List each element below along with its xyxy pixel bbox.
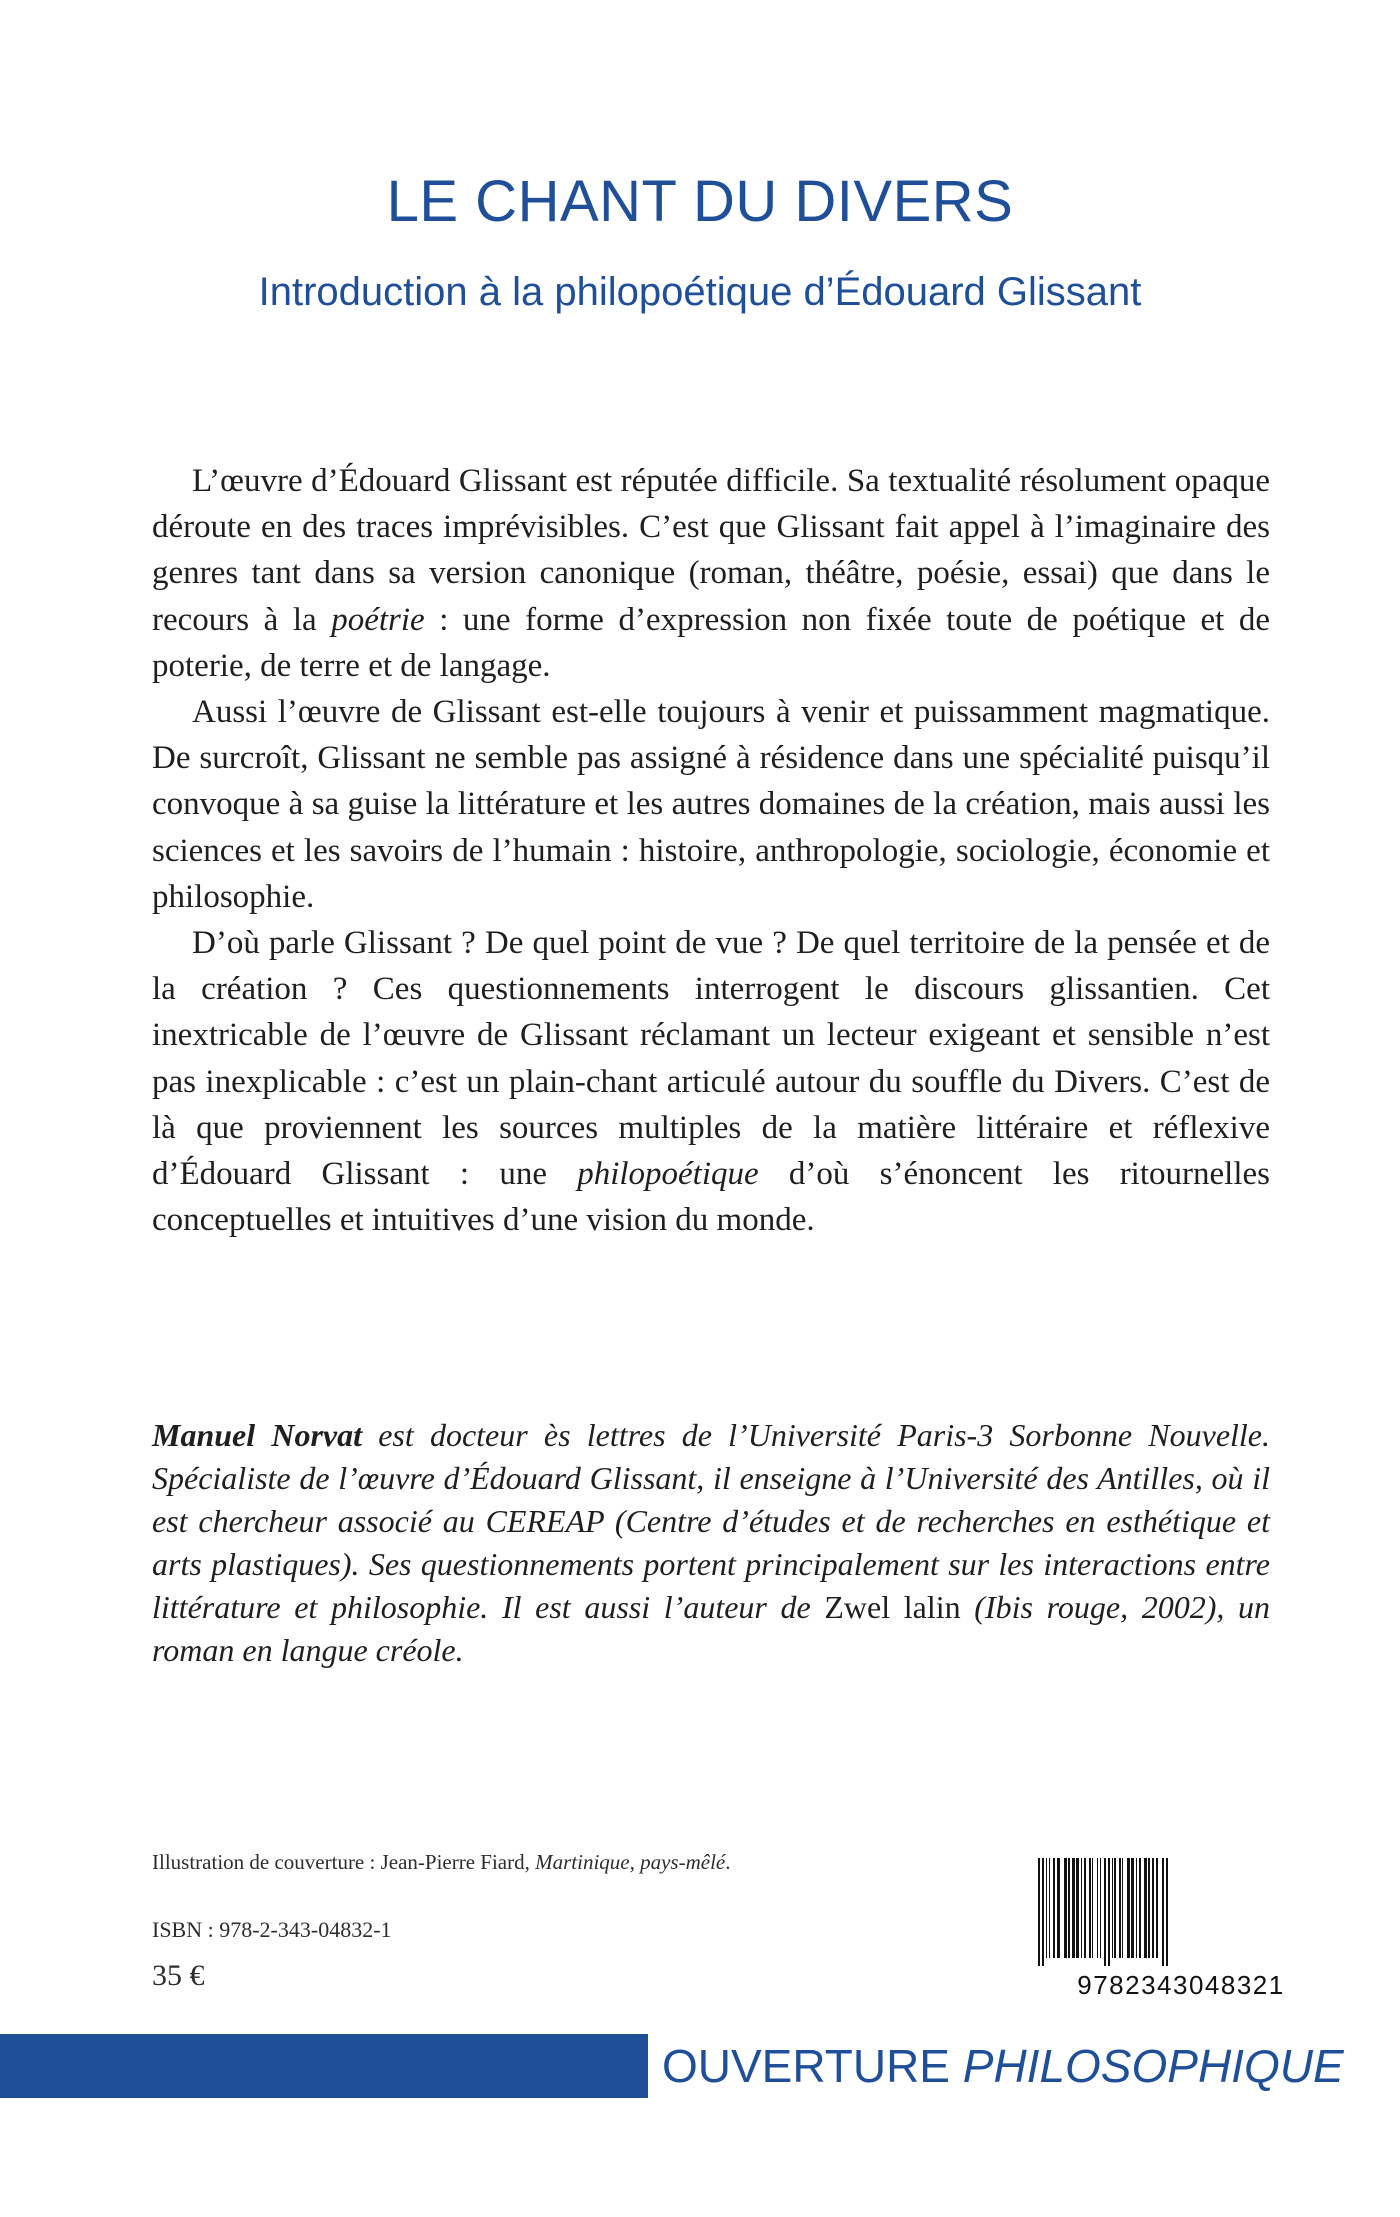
barcode-bar: [1042, 1858, 1044, 1966]
book-title: LE CHANT DU DIVERS: [386, 169, 1014, 234]
illustration-credit-prefix: Illustration de couverture : Jean-Pierre Fiard,: [152, 1850, 536, 1874]
barcode-bar: [1136, 1858, 1137, 1958]
barcode-bars: [1032, 1858, 1330, 1966]
illustration-credit: [152, 1850, 731, 1875]
collection-name-part1: OUVERTURE: [662, 2040, 963, 2092]
barcode-bar: [1148, 1858, 1150, 1958]
author-work-title: Zwel lalin: [824, 1589, 961, 1625]
barcode-bar: [1046, 1858, 1047, 1958]
barcode-bar: [1162, 1858, 1164, 1966]
barcode-bar: [1114, 1858, 1116, 1958]
illustration-credit-suffix: .: [725, 1850, 731, 1874]
collection-name-part2: PHILOSOPHIQUE: [962, 2040, 1344, 2092]
author-bio-part-a: est docteur ès lettres de l’Université Paris-3 Sorbonne Nouvelle. Spécialiste de l’œuvre d’Édouard Glissant, il enseigne à l’Université des Antilles, où il est chercheur associé au CEREAP (Centre d’études et de recherches en esthétique et arts plastiques). Ses questionnements portent principalement sur les interactions entre littérature et philosophie. Il est aussi l’auteur de: [152, 1417, 1271, 1625]
barcode-bar: [1049, 1858, 1050, 1958]
author-bio-paragraph: [152, 1414, 1270, 1672]
barcode-bar: [1156, 1858, 1158, 1958]
barcode-bar: [1089, 1858, 1091, 1958]
barcode-bar: [1104, 1858, 1106, 1966]
barcode-bar: [1072, 1858, 1075, 1958]
barcode-bar: [1084, 1858, 1086, 1958]
barcode-bar: [1081, 1858, 1082, 1958]
summary-paragraph-1: [152, 458, 1270, 689]
illustration-title: Martinique, pays-mêlé: [535, 1850, 726, 1874]
barcode-bar: [1076, 1858, 1079, 1958]
price: 35 €: [152, 1959, 205, 1992]
barcode-bar: [1152, 1858, 1154, 1958]
barcode-bar: [1057, 1858, 1060, 1958]
barcode-bar: [1053, 1858, 1055, 1958]
author-bio: [152, 1414, 1270, 1672]
barcode-bar: [1068, 1858, 1070, 1958]
barcode-bar: [1112, 1858, 1113, 1958]
barcode-bar: [1122, 1858, 1123, 1958]
summary-p3-part-b: d’où s’énoncent les ritournelles conceptuelles et intuitives d’une vision du monde.: [152, 1156, 1270, 1239]
barcode-bar: [1108, 1858, 1110, 1966]
barcode-bar: [1100, 1858, 1101, 1958]
author-name: Manuel Norvat: [152, 1417, 362, 1453]
collection-name: [662, 2039, 1344, 2093]
summary-p1-part-b: : une forme d’expression non fixée toute de poétique et de poterie, de terre et de langage.: [152, 601, 1271, 684]
barcode-digits: 9782343048321: [1077, 1970, 1285, 2000]
barcode-bar: [1038, 1858, 1040, 1966]
summary-p3-part-a: D’où parle Glissant ? De quel point de vue ? De quel territoire de la pensée et de la création ? Ces questionnements interrogent le discours glissantien. Cet inextricable de l’œuvre de Glissant réclamant un lecteur exigeant et sensible n’est pas inexplicable : c’est un plain-chant articulé autour du souffle du Divers. C’est de là que proviennent les sources multiples de la matière littéraire et réflexive d’Édouard Glissant : une: [152, 925, 1270, 1193]
isbn: ISBN : 978-2-343-04832-1: [152, 1917, 392, 1942]
book-subtitle: Introduction à la philopoétique d’Édouard Glissant: [258, 270, 1142, 314]
emphasis-poetrie: poétrie: [331, 601, 425, 638]
emphasis-philopoetique: philopoétique: [577, 1156, 759, 1193]
barcode-bar: [1144, 1858, 1147, 1958]
barcode-bar: [1127, 1858, 1130, 1958]
summary-p1-part-a: L’œuvre d’Édouard Glissant est réputée difficile. Sa textualité résolument opaque déroute en des traces imprévisibles. C’est que Glissant fait appel à l’imaginaire des genres tant dans sa version canonique (roman, théâtre, poésie, essai) que dans le recours à la: [152, 463, 1270, 638]
collection-band: [0, 2034, 648, 2098]
summary-paragraph-3: [152, 920, 1270, 1243]
barcode-bar: [1064, 1858, 1067, 1958]
summary-text: [152, 458, 1270, 1243]
summary-paragraph-2: Aussi l’œuvre de Glissant est-elle toujours à venir et puissamment magmatique. De surcroît, Glissant ne semble pas assigné à résidence dans une spécialité puisqu’il convoque à sa guise la littérature et les autres domaines de la création, mais aussi les sciences et les savoirs de l’humain : histoire, anthropologie, sociologie, économie et philosophie.: [152, 694, 1270, 915]
barcode-bar: [1166, 1858, 1168, 1966]
author-bio-part-b: (Ibis rouge, 2002), un roman en langue créole.: [152, 1589, 1271, 1668]
barcode-bar: [1092, 1858, 1093, 1958]
barcode-bar: [1139, 1858, 1141, 1958]
barcode: [1032, 1858, 1330, 2002]
barcode-bar: [1097, 1858, 1098, 1958]
barcode-bar: [1131, 1858, 1134, 1958]
barcode-bar: [1119, 1858, 1121, 1958]
